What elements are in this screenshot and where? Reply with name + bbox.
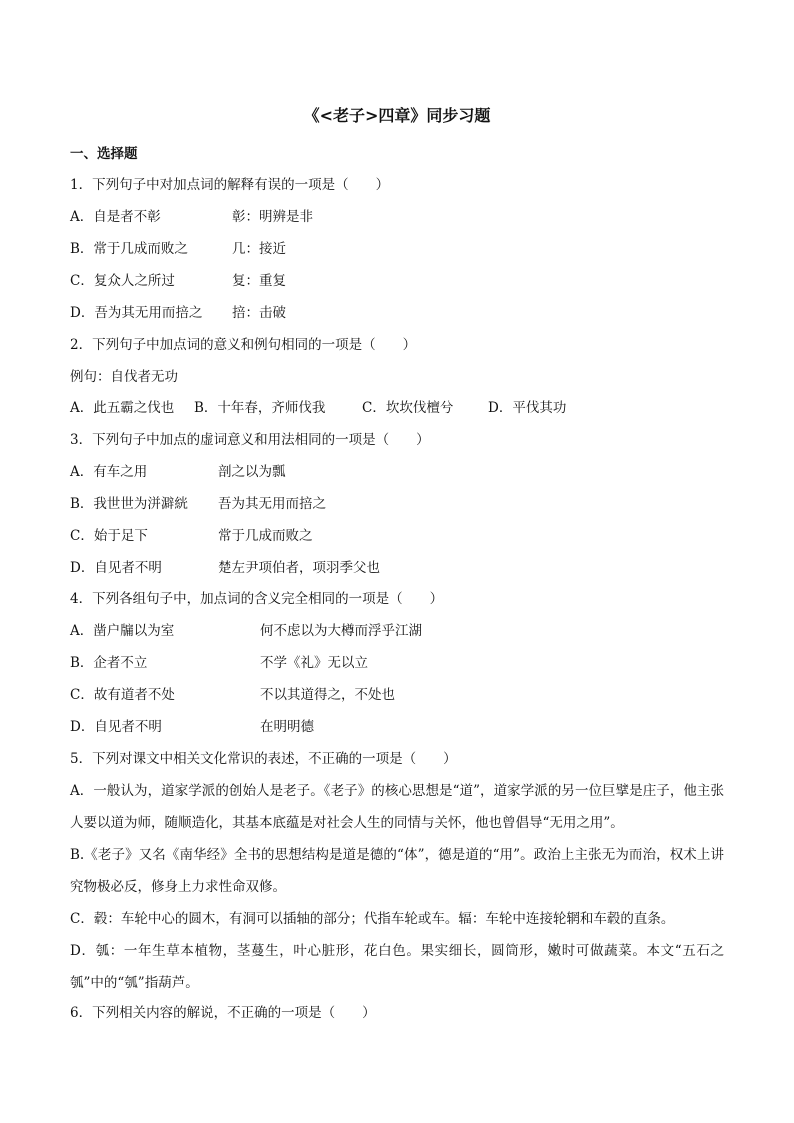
q2-option-c: C．坎坎伐檀兮 <box>362 400 454 416</box>
q5-option-d: D．瓠：一年生草本植物，茎蔓生，叶心脏形，花白色。果实细长，圆筒形，嫩时可做蔬菜。本文“五石之瓠”中的“瓠”指葫芦。 <box>70 943 724 991</box>
q4-option-b-second: 不学《礼》无以立 <box>260 655 368 671</box>
q1-option-d-gloss: 掊：击破 <box>232 305 286 321</box>
q1-option-c-gloss: 复：重复 <box>232 273 286 289</box>
q5-stem: 5．下列对课文中相关文化常识的表述，不正确的一项是（ ） <box>70 751 457 767</box>
q5-option-b: B.《老子》又名《南华经》全书的思想结构是道是德的“体”，德是道的“用”。政治上主张无为而治，权术上讲究物极必反，修身上力求性命双修。 <box>70 847 724 895</box>
q3-option-d-first: D．自见者不明 <box>70 560 162 576</box>
q3-option-b <box>70 494 326 514</box>
q4-option-b <box>70 653 368 673</box>
q1-option-d-sentence: D．吾为其无用而掊之 <box>70 305 203 321</box>
q3-option-d <box>70 558 380 578</box>
q5-option-a: A．一般认为，道家学派的创始人是老子。《老子》的核心思想是“道”，道家学派的另一位巨擘是庄子，他主张人要以道为师，随顺造化，其基本底蕴是对社会人生的同情与关怀，他也曾倡导“无用之用”。 <box>70 783 724 831</box>
q3-option-d-second: 楚左尹项伯者，项羽季父也 <box>218 560 380 576</box>
q2-example: 例句：自伐者无功 <box>70 369 178 385</box>
q3-option-c <box>70 526 313 546</box>
q3-option-c-first: C．始于足下 <box>70 528 148 544</box>
q1-stem: 1．下列句子中对加点词的解释有误的一项是（ ） <box>70 177 390 193</box>
q4-option-c-first: C．故有道者不处 <box>70 687 175 703</box>
q3-option-b-first: B．我世世为洴澼絖 <box>70 496 188 512</box>
q3-option-a-second: 剖之以为瓢 <box>218 464 286 480</box>
q1-option-a <box>70 207 313 227</box>
q2-option-a: A．此五霸之伐也 <box>70 400 175 416</box>
q1-option-a-sentence: A．自是者不彰 <box>70 209 161 225</box>
q4-stem: 4．下列各组句子中，加点词的含义完全相同的一项是（ ） <box>70 591 444 607</box>
section-heading: 一、选择题 <box>70 146 138 162</box>
q3-stem: 3．下列句子中加点的虚词意义和用法相同的一项是（ ） <box>70 432 430 448</box>
q2-option-b: B．十年春，齐师伐我 <box>194 400 326 416</box>
q4-option-c-second: 不以其道得之，不处也 <box>260 687 395 703</box>
q4-option-b-first: B．企者不立 <box>70 655 148 671</box>
q2-option-d: D．平伐其功 <box>488 400 567 416</box>
q1-option-b-sentence: B．常于几成而败之 <box>70 241 188 257</box>
q5-option-c: C．毂：车轮中心的圆木，有洞可以插轴的部分；代指车轮或车。辐：车轮中连接轮辋和车毂的直条。 <box>70 911 675 927</box>
q4-option-d-second: 在明明德 <box>260 719 314 735</box>
q1-option-c <box>70 271 286 291</box>
q4-option-d-first: D．自见者不明 <box>70 719 162 735</box>
q4-option-a <box>70 621 422 641</box>
q1-option-c-sentence: C．复众人之所过 <box>70 273 175 289</box>
page-title: 《<老子>四章》同步习题 <box>303 106 491 125</box>
q3-option-a-first: A．有车之用 <box>70 464 148 480</box>
q6-stem: 6．下列相关内容的解说，不正确的一项是（ ） <box>70 1005 376 1021</box>
q4-option-d <box>70 717 314 737</box>
q4-option-c <box>70 685 395 705</box>
q1-option-b <box>70 239 286 259</box>
q4-option-a-second: 何不虑以为大樽而浮乎江湖 <box>260 623 422 639</box>
q1-option-a-gloss: 彰：明辨是非 <box>232 209 313 225</box>
q1-option-d <box>70 303 286 323</box>
q2-stem: 2．下列句子中加点词的意义和例句相同的一项是（ ） <box>70 337 417 353</box>
q1-option-b-gloss: 几：接近 <box>232 241 286 257</box>
q3-option-c-second: 常于几成而败之 <box>218 528 313 544</box>
q3-option-a <box>70 462 286 482</box>
q2-options <box>70 398 567 418</box>
q4-option-a-first: A．凿户牖以为室 <box>70 623 175 639</box>
q3-option-b-second: 吾为其无用而掊之 <box>218 496 326 512</box>
